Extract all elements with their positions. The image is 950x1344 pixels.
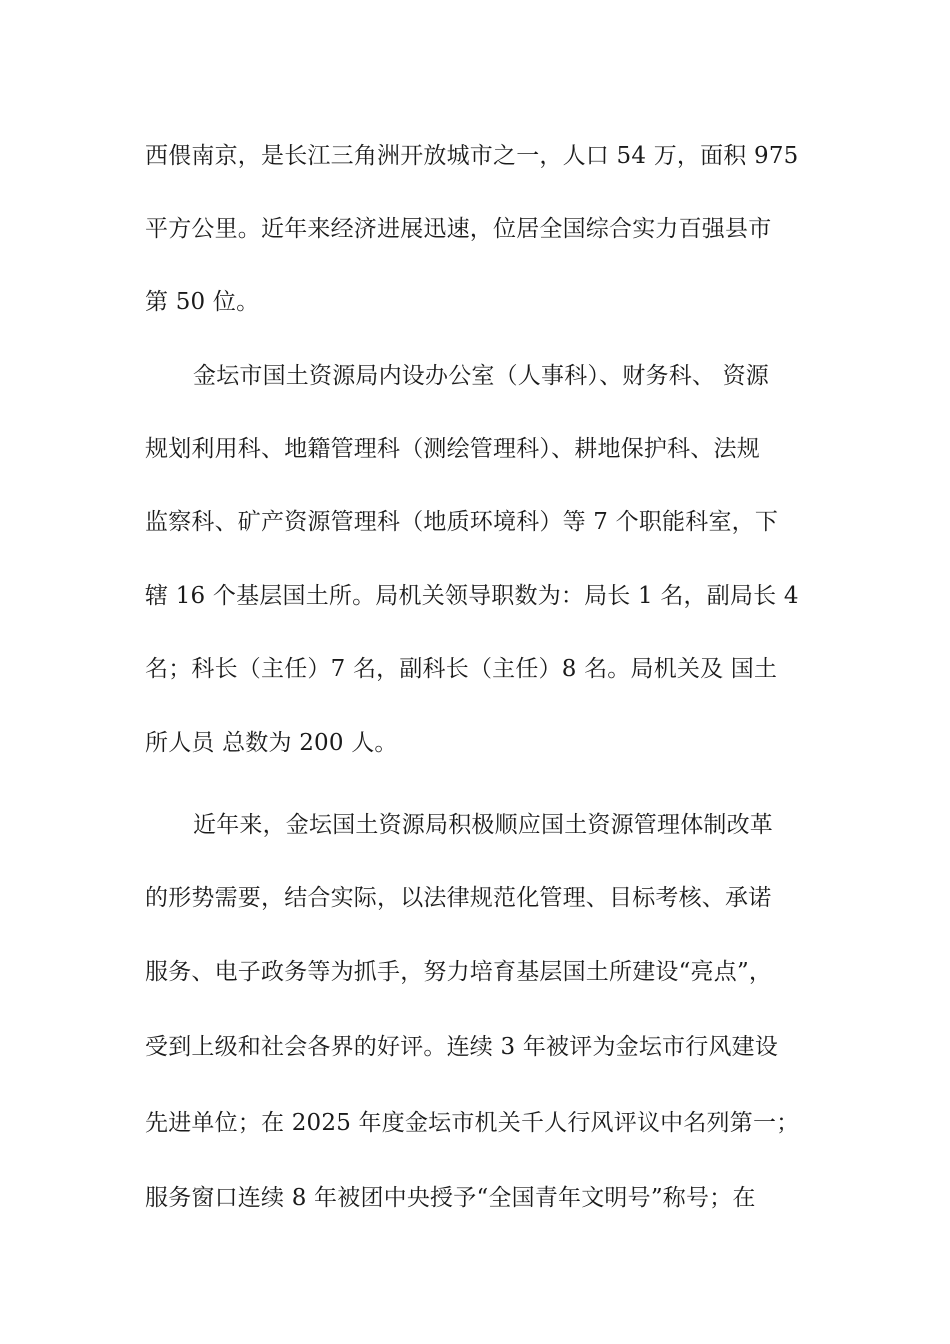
text-line: 服务窗口连续 8 年被团中央授予“全国青年文明号”称号；在 [145, 1185, 756, 1211]
text-line: 规划利用科、地籍管理科（测绘管理科）、耕地保护科、法规 [145, 436, 760, 462]
paragraph-first-line: 金坛市国土资源局内设办公室（人事科）、财务科、 资源 [193, 363, 770, 389]
text-line: 第 50 位。 [145, 289, 260, 315]
text-line: 监察科、矿产资源管理科（地质环境科）等 7 个职能科室，下 [145, 509, 779, 535]
text-line: 所人员 总数为 200 人。 [145, 730, 398, 756]
text-line: 辖 16 个基层国土所。局机关领导职数为：局长 1 名，副局长 4 [145, 583, 799, 609]
text-line: 先进单位；在 2025 年度金坛市机关千人行风评议中名列第一； [145, 1110, 800, 1136]
text-line: 西偎南京，是长江三角洲开放城市之一，人口 54 万，面积 975 [145, 143, 799, 169]
text-line: 名；科长（主任）7 名，副科长（主任）8 名。局机关及 国土 [145, 656, 778, 682]
paragraph-first-line: 近年来，金坛国土资源局积极顺应国土资源管理体制改革 [193, 812, 773, 838]
text-line: 的形势需要，结合实际，以法律规范化管理、目标考核、承诺 [145, 885, 772, 911]
text-line: 服务、电子政务等为抓手，努力培育基层国土所建设“亮点”， [145, 959, 773, 985]
text-line: 受到上级和社会各界的好评。连续 3 年被评为金坛市行风建设 [145, 1034, 779, 1060]
text-line: 平方公里。近年来经济进展迅速，位居全国综合实力百强县市 [145, 216, 772, 242]
